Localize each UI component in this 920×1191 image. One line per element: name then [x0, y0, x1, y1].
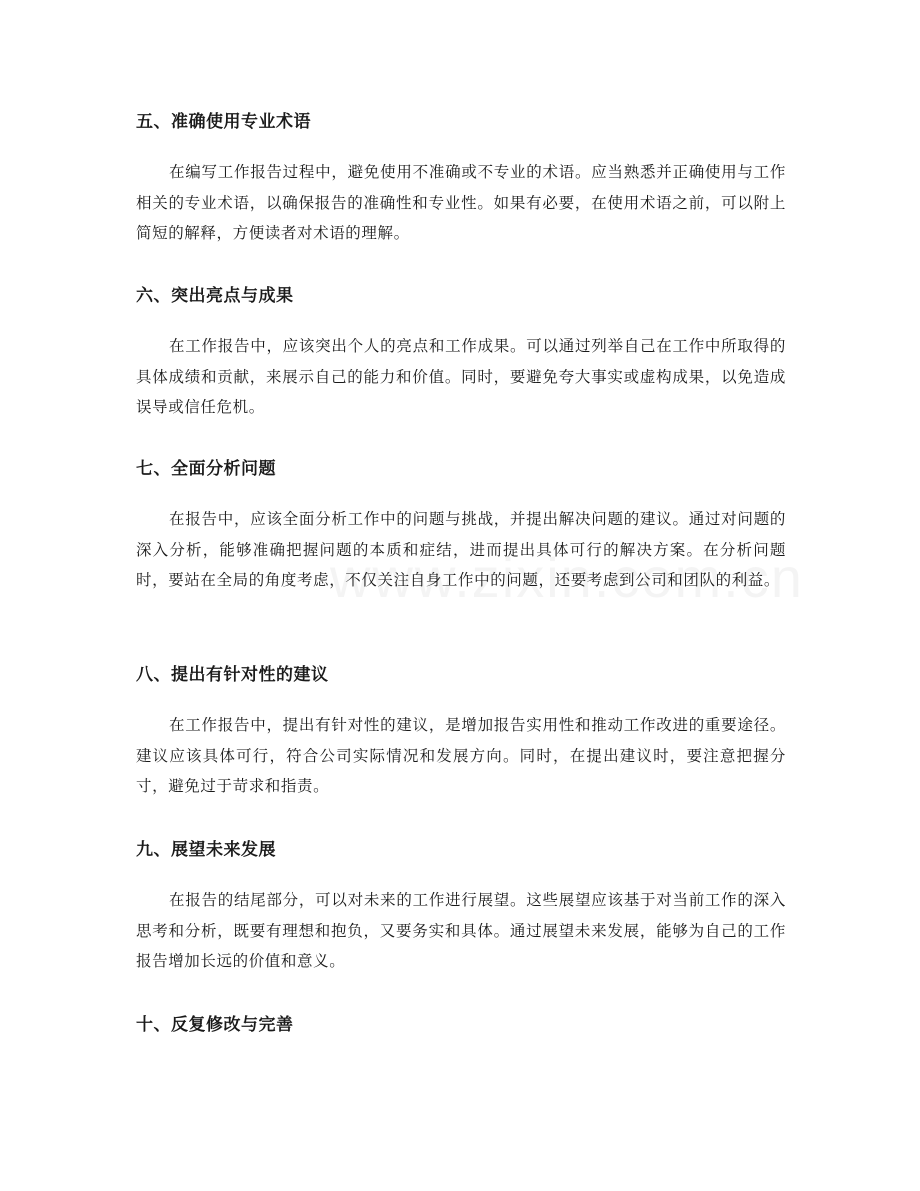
section-heading: 九、展望未来发展: [136, 840, 276, 860]
section-9: [136, 838, 786, 977]
section-heading: 七、全面分析问题: [136, 459, 276, 479]
section-paragraph: 在工作报告中，应该突出个人的亮点和工作成果。可以通过列举自己在工作中所取得的具体成绩和贡献，来展示自己的能力和价值。同时，要避免夸大事实或虚构成果，以免造成误导或信任危机。: [136, 337, 786, 416]
section-10: [136, 1013, 786, 1037]
section-paragraph: 在工作报告中，提出有针对性的建议，是增加报告实用性和推动工作改进的重要途径。建议应该具体可行，符合公司实际情况和发展方向。同时，在提出建议时，要注意把握分寸，避免过于苛求和指责。: [136, 716, 786, 795]
section-heading: 十、反复修改与完善: [136, 1015, 294, 1035]
section-paragraph: 在报告的结尾部分，可以对未来的工作进行展望。这些展望应该基于对当前工作的深入思考和分析，既要有理想和抱负，又要务实和具体。通过展望未来发展，能够为自己的工作报告增加长远的价值和意义。: [136, 891, 786, 970]
section-8: [136, 663, 786, 802]
section-heading: 八、提出有针对性的建议: [136, 665, 329, 685]
section-paragraph: 在报告中，应该全面分析工作中的问题与挑战，并提出解决问题的建议。通过对问题的深入分析，能够准确把握问题的本质和症结，进而提出具体可行的解决方案。在分析问题时，要站在全局的角度考虑，不仅关注自身工作中的问题，还要考虑到公司和团队的利益。: [136, 510, 786, 589]
section-heading: 六、突出亮点与成果: [136, 286, 294, 306]
section-heading: 五、准确使用专业术语: [136, 112, 311, 132]
section-paragraph: 在编写工作报告过程中，避免使用不准确或不专业的术语。应当熟悉并正确使用与工作相关的专业术语，以确保报告的准确性和专业性。如果有必要，在使用术语之前，可以附上简短的解释，方便读者对术语的理解。: [136, 163, 786, 242]
section-5: [136, 110, 786, 249]
section-7: [136, 457, 786, 596]
section-6: [136, 284, 786, 423]
